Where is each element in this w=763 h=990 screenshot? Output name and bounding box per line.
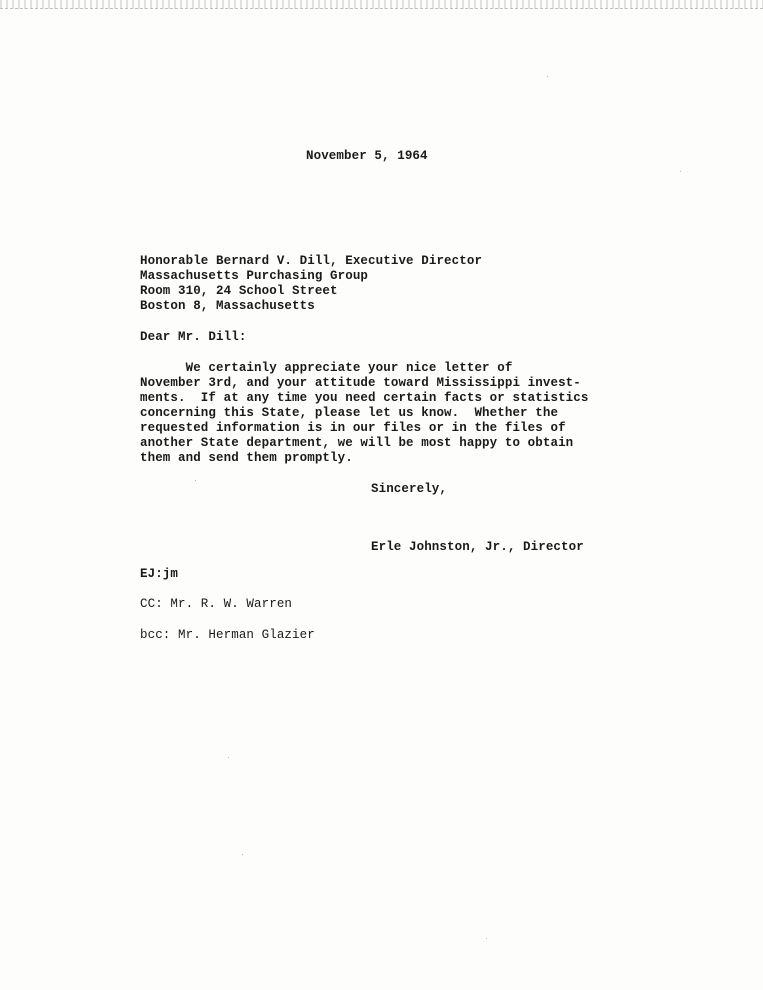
body-line: them and send them promptly. xyxy=(140,451,353,465)
address-line-organization: Massachusetts Purchasing Group xyxy=(140,269,369,283)
scan-speck xyxy=(680,171,681,172)
address-line-city: Boston 8, Massachusetts xyxy=(140,299,315,313)
carbon-copy-line: CC: Mr. R. W. Warren xyxy=(140,597,293,611)
blind-carbon-copy-line: bcc: Mr. Herman Glazier xyxy=(140,628,315,642)
body-line: November 3rd, and your attitude toward Mississippi invest- xyxy=(140,376,581,390)
address-line-street: Room 310, 24 School Street xyxy=(140,284,338,298)
letter-date: November 5, 1964 xyxy=(306,149,428,163)
scan-speck xyxy=(486,938,487,939)
reference-initials: EJ:jm xyxy=(140,567,179,581)
salutation: Dear Mr. Dill: xyxy=(140,330,247,344)
body-line: ments. If at any time you need certain facts or statistics xyxy=(140,391,589,405)
body-line: We certainly appreciate your nice letter of xyxy=(140,361,513,375)
scanned-top-edge xyxy=(0,0,763,9)
scan-speck xyxy=(242,854,243,855)
scan-speck xyxy=(547,76,548,77)
signature-block: Erle Johnston, Jr., Director xyxy=(371,540,584,554)
closing: Sincerely, xyxy=(371,482,448,496)
scan-speck xyxy=(228,757,229,758)
address-line-name: Honorable Bernard V. Dill, Executive Director xyxy=(140,254,483,268)
scan-speck xyxy=(195,480,196,481)
body-line: another State department, we will be most happy to obtain xyxy=(140,436,574,450)
body-line: requested information is in our files or in the files of xyxy=(140,421,566,435)
body-line: concerning this State, please let us know. Whether the xyxy=(140,406,559,420)
